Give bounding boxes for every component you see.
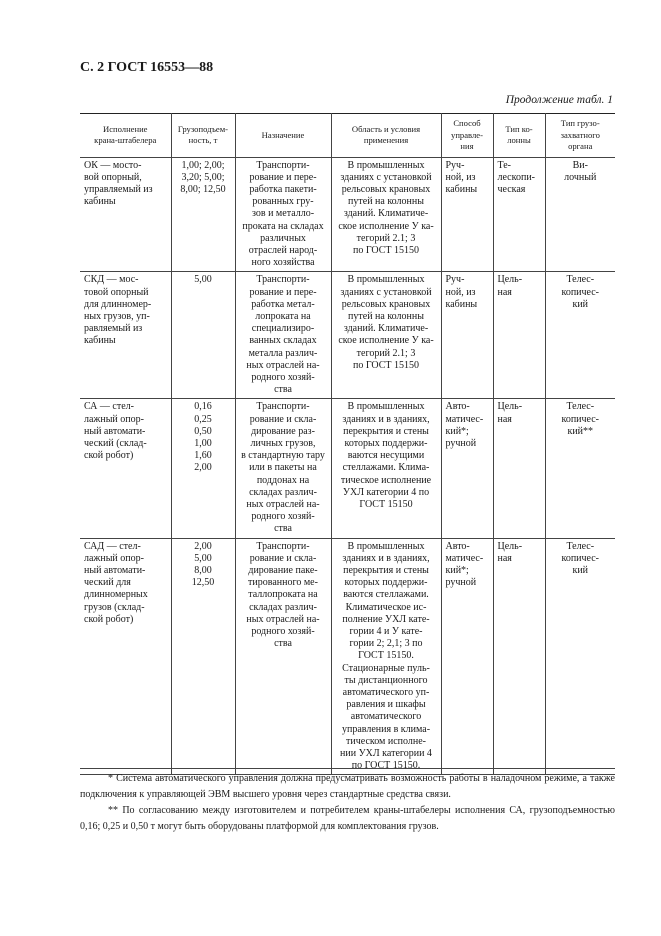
column-header-area: Область и условия применения <box>331 114 441 158</box>
column-header-grip-type: Тип грузо- захватного органа <box>545 114 615 158</box>
crane-stacker-table <box>80 113 615 775</box>
cell-load: 2,00 5,00 8,00 12,50 <box>171 538 235 775</box>
cell-grip-type: Ви- лочный <box>545 157 615 272</box>
cell-area: В промышленных зданиях с установкой рельсовых крановых путей на колонны зданий. Климатиче- ское исполнение У ка- тегорий 2.1; 3 по ГОСТ 15150 <box>331 272 441 399</box>
column-header-load: Грузоподъем- ность, т <box>171 114 235 158</box>
footnote-automatic-control: * Система автоматического управления должна предусматривать возможность работы в наладочном режиме, а также подключения к управляющей ЭВМ высшего уровня через стандартные средства связи. <box>80 773 615 800</box>
cell-column-type: Цель- ная <box>493 538 545 775</box>
cell-purpose: Транспорти- рование и пере- работка пакети- рованных гру- зов и металло- проката на складах различных отраслей народ- ного хозяйства <box>235 157 331 272</box>
page-header: С. 2 ГОСТ 16553—88 <box>80 60 214 75</box>
cell-execution: СКД — мос- товой опорный для длинномер- ных грузов, уп- равляемый из кабины <box>80 272 171 399</box>
table-continuation-label: Продолжение табл. 1 <box>505 94 613 106</box>
table-header-row <box>80 114 615 158</box>
table-row <box>80 272 615 399</box>
column-header-purpose: Назначение <box>235 114 331 158</box>
cell-control: Руч- ной, из кабины <box>441 157 493 272</box>
cell-purpose: Транспорти- рование и скла- дирование раз- личных грузов, в стандартную тару или в пакеты на поддонах на складах различ- ных отраслей на- родного хозяй- ства <box>235 399 331 538</box>
cell-control: Авто- матичес- кий*; ручной <box>441 399 493 538</box>
footnote-platform: ** По согласованию между изготовителем и потребителем краны-штабелеры исполнения СА, грузоподъемностью 0,16; 0,25 и 0,50 т могут быть оборудованы платформой для комплектования грузов. <box>80 805 615 832</box>
cell-load: 1,00; 2,00; 3,20; 5,00; 8,00; 12,50 <box>171 157 235 272</box>
table-row <box>80 538 615 775</box>
cell-grip-type: Телес- копичес- кий <box>545 538 615 775</box>
table-row <box>80 157 615 272</box>
cell-grip-type: Телес- копичес- кий <box>545 272 615 399</box>
cell-column-type: Цель- ная <box>493 399 545 538</box>
column-header-column-type: Тип ко- лонны <box>493 114 545 158</box>
column-header-control: Способ управле- ния <box>441 114 493 158</box>
table-row <box>80 399 615 538</box>
cell-control: Руч- ной, из кабины <box>441 272 493 399</box>
cell-load: 0,16 0,25 0,50 1,00 1,60 2,00 <box>171 399 235 538</box>
cell-control: Авто- матичес- кий*; ручной <box>441 538 493 775</box>
cell-load: 5,00 <box>171 272 235 399</box>
cell-execution: СА — стел- лажный опор- ный автомати- ческий (склад- ской робот) <box>80 399 171 538</box>
column-header-execution: Исполнение крана-штабелера <box>80 114 171 158</box>
footnotes <box>80 768 615 835</box>
cell-execution: ОК — мосто- вой опорный, управляемый из кабины <box>80 157 171 272</box>
cell-column-type: Цель- ная <box>493 272 545 399</box>
cell-column-type: Те- лескопи- ческая <box>493 157 545 272</box>
cell-execution: САД — стел- лажный опор- ный автомати- ческий для длинномерных грузов (склад- ской робот) <box>80 538 171 775</box>
cell-purpose: Транспорти- рование и пере- работка метал- лопроката на специализиро- ванных складах металла различ- ных отраслей на- родного хозяй- ства <box>235 272 331 399</box>
cell-area: В промышленных зданиях и в зданиях, перекрытия и стены которых поддержи- ваются стеллажами. Климатическое ис- полнение УХЛ кате- гории 4 и У кате- гории 2; 2,1; 3 по ГОСТ 15150. Стационарные пуль- ты дистанционного автоматического уп- равления и шкафы автоматического управления в клима- тическом исполне- нии УХЛ категории 4 по ГОСТ 15150. <box>331 538 441 775</box>
cell-area: В промышленных зданиях с установкой рельсовых крановых путей на колонны зданий. Климатиче- ское исполнение У ка- тегорий 2.1; 3 по ГОСТ 15150 <box>331 157 441 272</box>
cell-area: В промышленных зданиях и в зданиях, перекрытия и стены которых поддержи- ваются несущими стеллажами. Клима- тическое исполнение УХЛ категории 4 по ГОСТ 15150 <box>331 399 441 538</box>
cell-grip-type: Телес- копичес- кий** <box>545 399 615 538</box>
cell-purpose: Транспорти- рование и скла- дирование паке- тированного ме- таллопроката на складах различ- ных отраслей на- родного хозяй- ства <box>235 538 331 775</box>
